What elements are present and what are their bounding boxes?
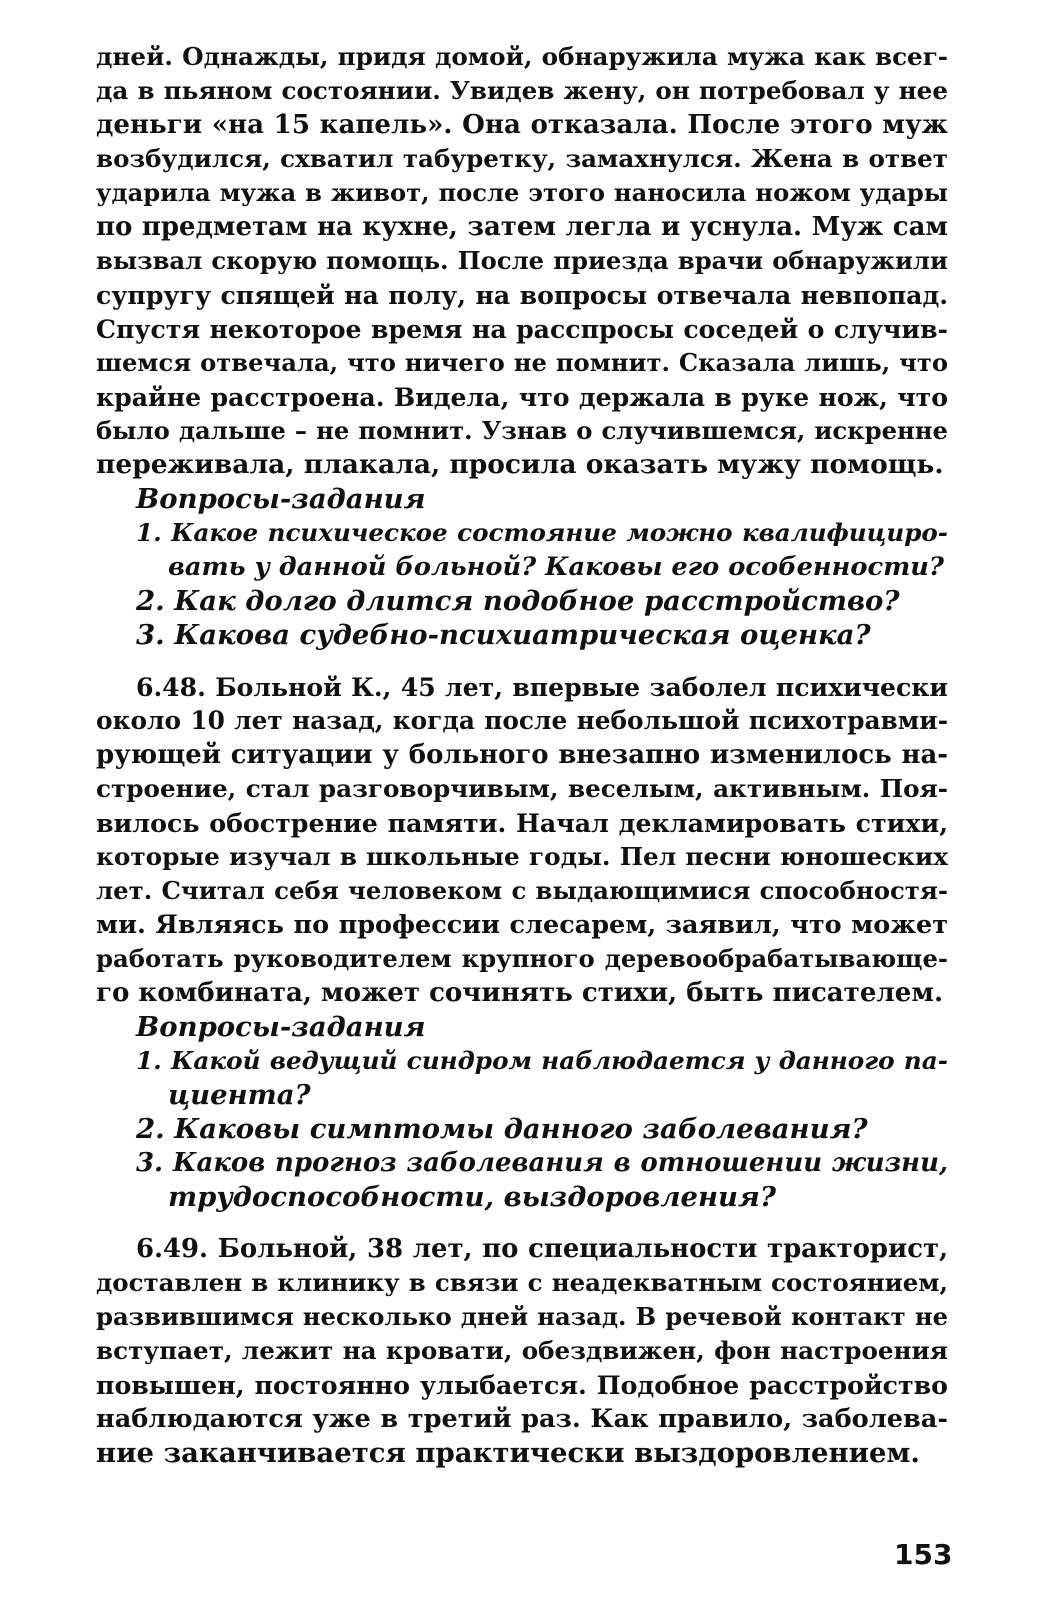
questions-heading: Вопросы-задания: [136, 483, 426, 515]
question-item: 3. Какова судебно-психиатрическая оценка?: [136, 619, 871, 651]
text-line: вызвал скорую помощь. После приезда врачи обнаружили: [96, 246, 948, 275]
question-item: 3. Каков прогноз заболевания в отношении жизни,: [136, 1148, 948, 1178]
case-first-line: [136, 670, 948, 704]
text-line: рующей ситуации у больного внезапно изменилось на-: [96, 740, 948, 770]
case-first-line-text: Больной К., 45 лет, впервые заболел психически: [205, 672, 948, 702]
text-line: дней. Однажды, придя домой, обнаружила мужа как всег-: [96, 42, 948, 71]
text-line: по предметам на кухне, затем легла и уснула. Муж сам: [96, 212, 948, 242]
question-item: вать у данной больной? Каковы его особенности?: [168, 552, 944, 582]
case-first-line-text: Больной, 38 лет, по специальности тракторист,: [208, 1234, 948, 1264]
text-line: го комбината, может сочинять стихи, быть писателем.: [96, 978, 944, 1008]
page-number: 153: [894, 1538, 953, 1571]
question-item: 2. Как долго длится подобное расстройство?: [136, 585, 900, 617]
text-line: повышен, постоянно улыбается. Подобное расстройство: [96, 1370, 948, 1400]
question-item: 1. Какое психическое состояние можно квалифициро-: [136, 518, 948, 547]
text-line: вилось обострение памяти. Начал декламировать стихи,: [96, 808, 948, 838]
question-item: 2. Каковы симптомы данного заболевания?: [136, 1113, 868, 1145]
question-item: циента?: [168, 1079, 311, 1111]
text-line: деньги «на 15 капель». Она отказала. После этого муж: [96, 110, 948, 140]
text-line: лет. Считал себя человеком с выдающимися способностя-: [96, 876, 948, 905]
text-line: ударила мужа в живот, после этого наносила ножом удары: [96, 178, 948, 207]
text-line: да в пьяном состоянии. Увидев жену, он потребовал у нее: [96, 76, 948, 105]
case-number: 6.48.: [136, 672, 206, 702]
text-line: около 10 лет назад, когда после небольшой психотравми-: [96, 706, 948, 735]
questions-heading: Вопросы-задания: [136, 1011, 426, 1043]
text-line: строение, стал разговорчивым, веселым, активным. Поя-: [96, 774, 948, 803]
text-line: вступает, лежит на кровати, обездвижен, фон настроения: [96, 1336, 948, 1365]
text-line: супругу спящей на полу, на вопросы отвечала невпопад.: [96, 280, 948, 310]
case-number: 6.49.: [136, 1234, 209, 1264]
text-line: возбудился, схватил табуретку, замахнулся. Жена в ответ: [96, 144, 948, 173]
question-item: 1. Какой ведущий синдром наблюдается у данного па-: [136, 1046, 948, 1075]
text-line: работать руководителем крупного деревообрабатывающе-: [96, 944, 948, 973]
text-line: ми. Являясь по профессии слесарем, заявил, что может: [96, 910, 948, 940]
text-line: наблюдаются уже в третий раз. Как правило, заболева-: [96, 1404, 948, 1434]
text-line: Спустя некоторое время на расспросы соседей о случив-: [96, 314, 948, 344]
text-line: ние заканчивается практически выздоровлением.: [96, 1437, 921, 1469]
text-line: шемся отвечала, что ничего не помнит. Сказала лишь, что: [96, 348, 948, 377]
text-line: которые изучал в школьные годы. Пел песни юношеских: [96, 842, 948, 871]
case-first-line: [136, 1232, 948, 1266]
text-line: крайне расстроена. Видела, что держала в руке нож, что: [96, 382, 948, 412]
text-line: было дальше – не помнит. Узнав о случившемся, искренне: [96, 416, 948, 445]
text-line: доставлен в клинику в связи с неадекватным состоянием,: [96, 1268, 948, 1297]
text-line: переживала, плакала, просила оказать мужу помощь.: [96, 449, 944, 480]
text-line: развившимся несколько дней назад. В речевой контакт не: [96, 1302, 948, 1331]
question-item: трудоспособности, выздоровления?: [168, 1181, 776, 1213]
